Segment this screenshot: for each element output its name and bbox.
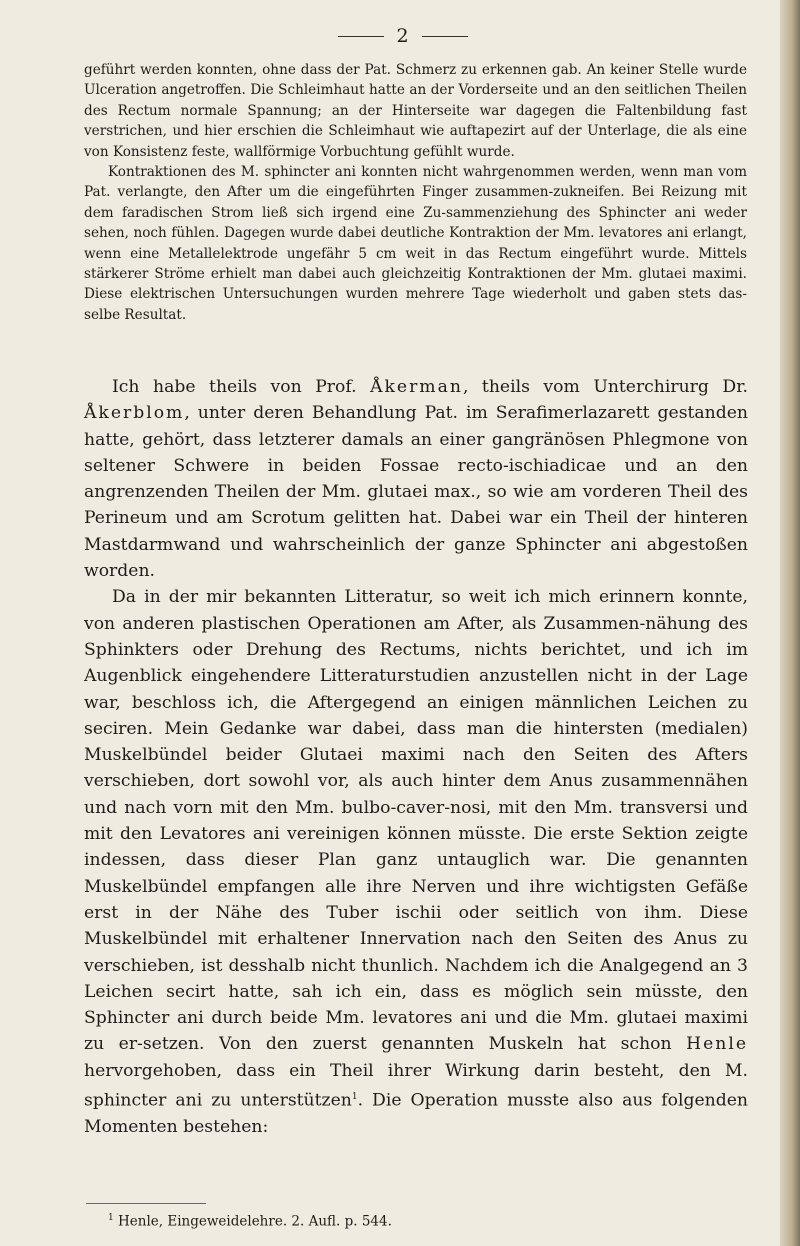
person-name: Henle [686,1034,748,1055]
paragraph-contractions: Kontraktionen des M. sphincter ani konnten nicht wahrgenommen werden, wenn man vom Pat. verlangte, den After um die eingeführten Finger zusammen-zukneifen. Bei Reizung mit dem faradischen Strom ließ sich irgend eine Zu-sammenziehung des Sphincter ani weder sehen, noch fühlen. Dagegen wurde dabei deutliche Kontraktion der Mm. levatores ani erlangt, wenn eine Metallelektrode ungefähr 5 cm weit in das Rectum eingeführt wurde. Mittels stärkerer Ströme erhielt man dabei auch gleichzeitig Kontraktionen der Mm. glutaei maximi. Diese elektrischen Untersuchungen wurden mehrere Tage wiederholt und gaben stets das-selbe Resultat. [84,164,747,323]
main-text-section [84,374,748,1140]
small-print-section [84,60,747,325]
folio-number: 2 [396,25,410,47]
footnote-text: , Eingeweidelehre. 2. Aufl. p. 544. [158,1213,392,1230]
footnote-author: Henle [118,1213,159,1230]
footnote-rule [86,1203,206,1204]
page-edge [780,0,800,1246]
text-run: , theils vom Unterchirurg Dr. [462,377,748,397]
folio-rule-left [338,36,384,37]
person-name: Åkerman [370,377,463,397]
folio-rule-right [422,36,468,37]
footnote-marker: 1 [351,1092,358,1103]
footnote [108,1209,392,1231]
person-name: Åkerblom [84,403,185,424]
text-run: Ich habe theils von Prof. [112,377,371,397]
text-run: hervorgehoben, dass ein Theil ihrer Wirkung darin besteht, den M. sphincter ani zu unterstützen [84,1060,748,1111]
paragraph-continuation: geführt werden konnten, ohne dass der Pat. Schmerz zu erkennen gab. An keiner Stelle wurde Ulceration angetroffen. Die Schleimhaut hatte an der Vorderseite und an den seitlichen Theilen des Rectum normale Spannung; an der Hinterseite war dagegen die Faltenbildung fast verstrichen, und hier erschien die Schleimhaut wie auftapezirt auf der Unterlage, die als eine von Konsistenz feste, wallförmige Vorbuchtung gefühlt wurde. [84,62,747,160]
text-run: . Die Operation musste also aus folgenden Momenten bestehen: [84,1090,748,1138]
paragraph-history [84,374,748,584]
footnote-number: 1 [108,1213,114,1223]
text-run: , unter deren Behandlung Pat. im Serafimerlazarett gestanden hatte, gehört, dass letzterer damals an einer gangränösen Phlegmone von seltener Schwere in beiden Fossae recto-ischiadicae und an den angrenzenden Theilen der Mm. glutaei max., so wie am vorderen Theil des Perineum und am Scrotum gelitten hat. Dabei war ein Theil der hinteren Mastdarmwand und wahrscheinlich der ganze Sphincter ani abgestoßen worden. [84,403,748,582]
text-run: Da in der mir bekannten Litteratur, so weit ich mich erinnern konnte, von anderen plastischen Operationen am After, als Zusammen-nähung des Sphinkters oder Drehung des Rectums, nichts berichtet, und ich im Augenblick eingehendere Litteraturstudien anzustellen nicht in der Lage war, beschloss ich, die Aftergegend an einigen männlichen Leichen zu seciren. Mein Gedanke war dabei, dass man die hintersten (medialen) Muskelbündel beider Glutaei maximi nach den Seiten des Afters verschieben, dort sowohl vor, als auch hinter dem Anus zusammennähen und nach vorn mit den Mm. bulbo-caver-nosi, mit den Mm. transversi und mit den Levatores ani vereinigen können müsste. Die erste Sektion zeigte indessen, dass dieser Plan ganz untauglich war. Die genannten Muskelbündel empfangen alle ihre Nerven und ihre wichtigsten Gefäße erst in der Nähe des Tuber ischii oder seitlich von ihm. Diese Muskelbündel mit erhaltener Innervation nach den Seiten des Anus zu verschieben, ist desshalb nicht thunlich. Nachdem ich die Analgegend an 3 Leichen secirt hatte, sah ich ein, dass es möglich sein müsste, den Sphincter ani durch beide Mm. levatores ani und die Mm. glutaei maximi zu er-setzen. Von den zuerst genannten Muskeln hat schon [84,587,748,1055]
page-number [328,24,478,47]
paragraph-dissection [84,584,748,1140]
